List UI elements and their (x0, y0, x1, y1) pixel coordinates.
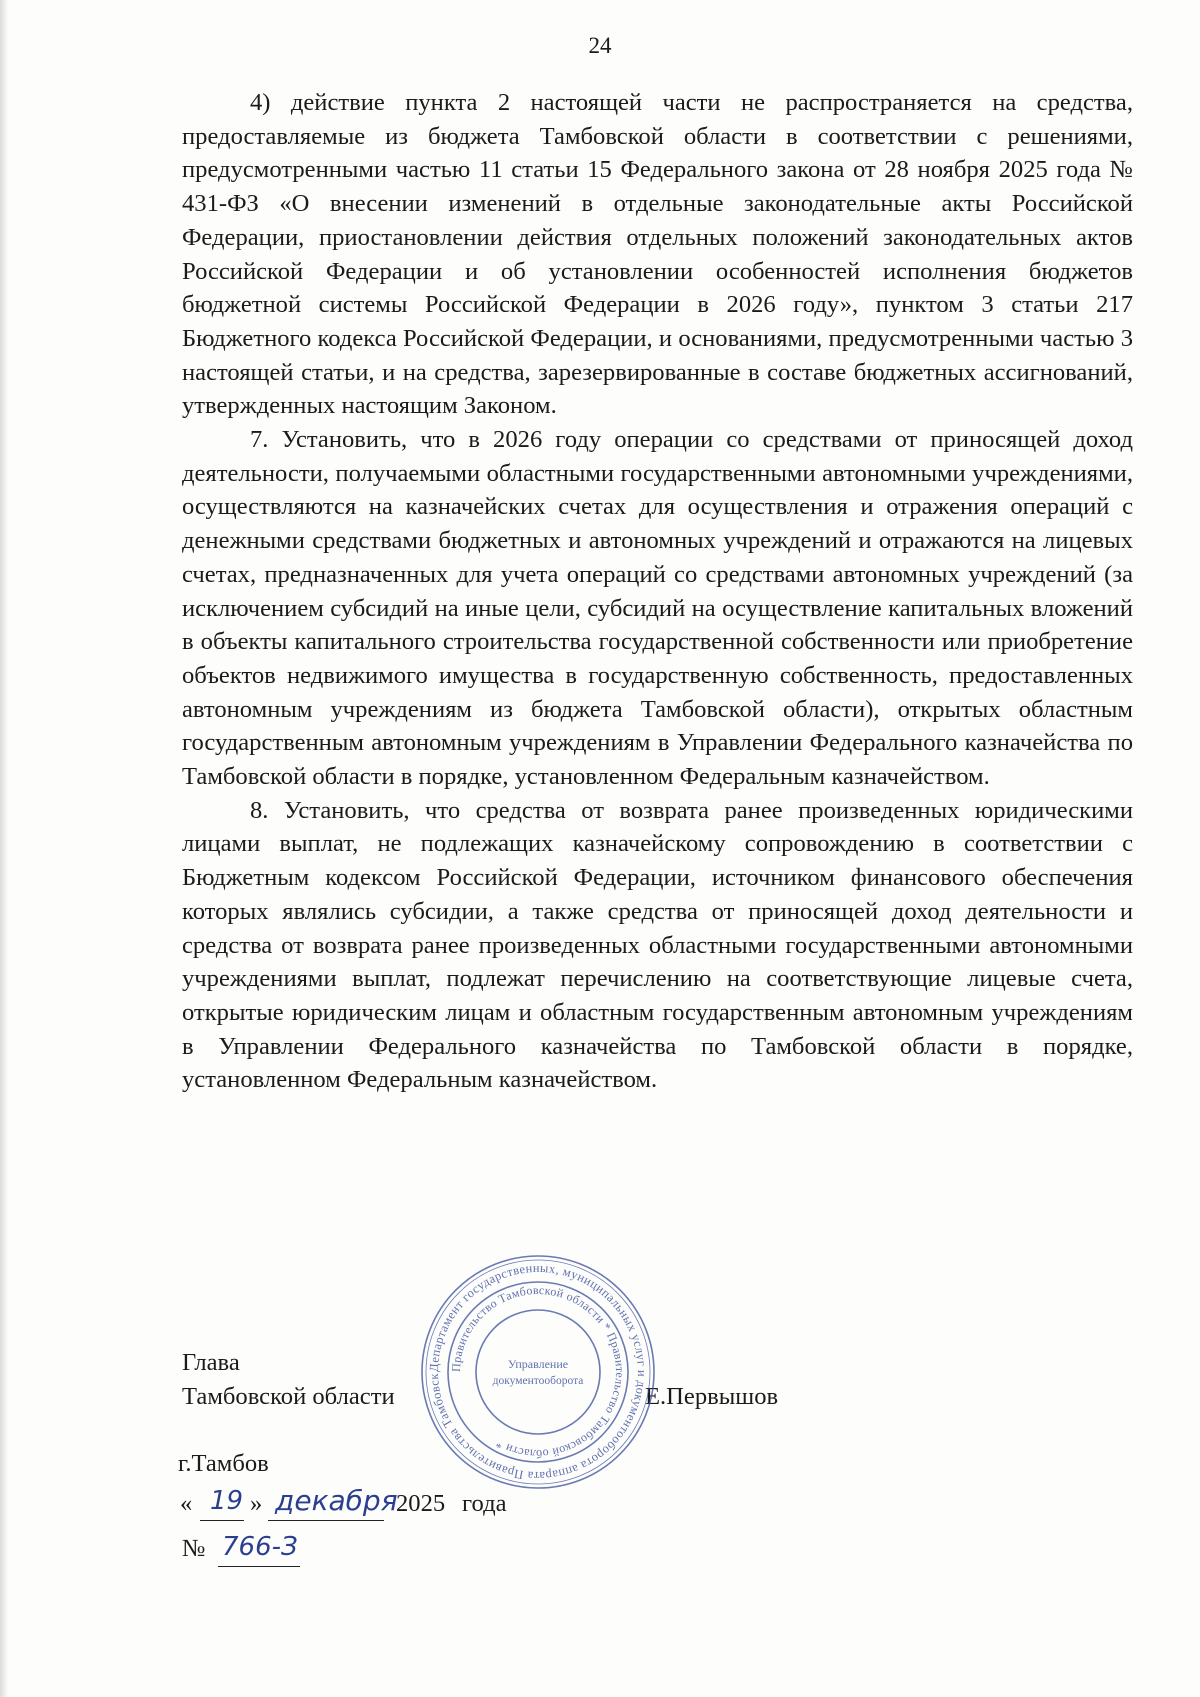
date-day-underline (200, 1520, 244, 1521)
number-handwritten: 766-З (222, 1532, 298, 1562)
date-close-quote: » (250, 1490, 263, 1517)
number-line (182, 1532, 382, 1575)
date-day-handwritten: 19 (210, 1486, 244, 1516)
date-open-quote: « (180, 1490, 193, 1517)
place-of-signing: г.Тамбов (178, 1450, 269, 1477)
seal-outer-text: Департамент государственных, муниципальных услуг и документооборота аппарата Правительства Тамбовск (426, 1260, 650, 1484)
official-seal (418, 1252, 658, 1492)
date-month-handwritten: декабря (275, 1484, 398, 1517)
date-year: 2025 (396, 1490, 446, 1517)
scan-edge (0, 0, 8, 1697)
paragraph-7: 7. Установить, что в 2026 году операции со средствами от приносящей доход деятельности, получаемыми областными государственными автономными учреждениями, осуществляются на казначейских счетах для осуществления и отражения операций с денежными средствами бюджетных и автономных учреждений и отражаются на лицевых счетах, предназначенных для учета операций со средствами автономных учреждений (за исключением субсидий на иные цели, субсидий на осуществление капитальных вложений в объекты капитального строительства государственной собственности или приобретение объектов недвижимого имущества в государственную собственность, предоставленных автономным учреждениям из бюджета Тамбовской области), открытых областным государственным автономным учреждениям в Управлении Федерального казначейства по Тамбовской области в порядке, установленном Федеральным казначейством. (182, 426, 1133, 791)
seal-center-line1: Управление (507, 1357, 569, 1371)
seal-graphic (418, 1252, 658, 1492)
date-line (180, 1484, 600, 1530)
number-sign: № (182, 1535, 206, 1562)
signer-title-line2: Тамбовской области (182, 1383, 395, 1410)
date-month-underline (268, 1520, 384, 1521)
page-number: 24 (588, 33, 612, 58)
paragraph-8: 8. Установить, что средства от возврата ранее произведенных юридическими лицами выплат, не подлежащих казначейскому сопровождению в соответствии с Бюджетным кодексом Российской Федерации, источником финансового обеспечения которых являлись субсидии, а также средства от приносящей доход деятельности и средства от возврата ранее произведенных областными государственными автономными учреждениями выплат, подлежат перечислению на соответствующие лицевые счета, открытые юридическим лицам и областным государственным автономным учреждениям в Управлении Федерального казначейства по Тамбовской области в порядке, установленном Федеральным казначейством. (182, 796, 1133, 1094)
signer-title-line1: Глава (182, 1349, 240, 1376)
signer-name: Е.Первышов (645, 1383, 779, 1410)
seal-inner-text: Правительство Тамбовской области * Правительство Тамбовской области * (448, 1282, 628, 1462)
paragraph-4: 4) действие пункта 2 настоящей части не распространяется на средства, предоставляемые из бюджета Тамбовской области в соответствии с решениями, предусмотренными частью 11 статьи 15 Федерального закона от 28 ноября 2025 года № 431-ФЗ «О внесении изменений в отдельные законодательные акты Российской Федерации, приостановлении действия отдельных положений законодательных актов Российской Федерации и об установлении особенностей исполнения бюджетов бюджетной системы Российской Федерации в 2026 году», пунктом 3 статьи 217 Бюджетного кодекса Российской Федерации, и основаниями, предусмотренными частью 3 настоящей статьи, и на средства, зарезервированные в составе бюджетных ассигнований, утвержденных настоящим Законом. (182, 89, 1133, 420)
number-underline (218, 1566, 300, 1567)
document-body (182, 86, 1133, 1097)
seal-center-line2: документооборота (492, 1375, 584, 1387)
date-year-word: года (462, 1490, 507, 1517)
